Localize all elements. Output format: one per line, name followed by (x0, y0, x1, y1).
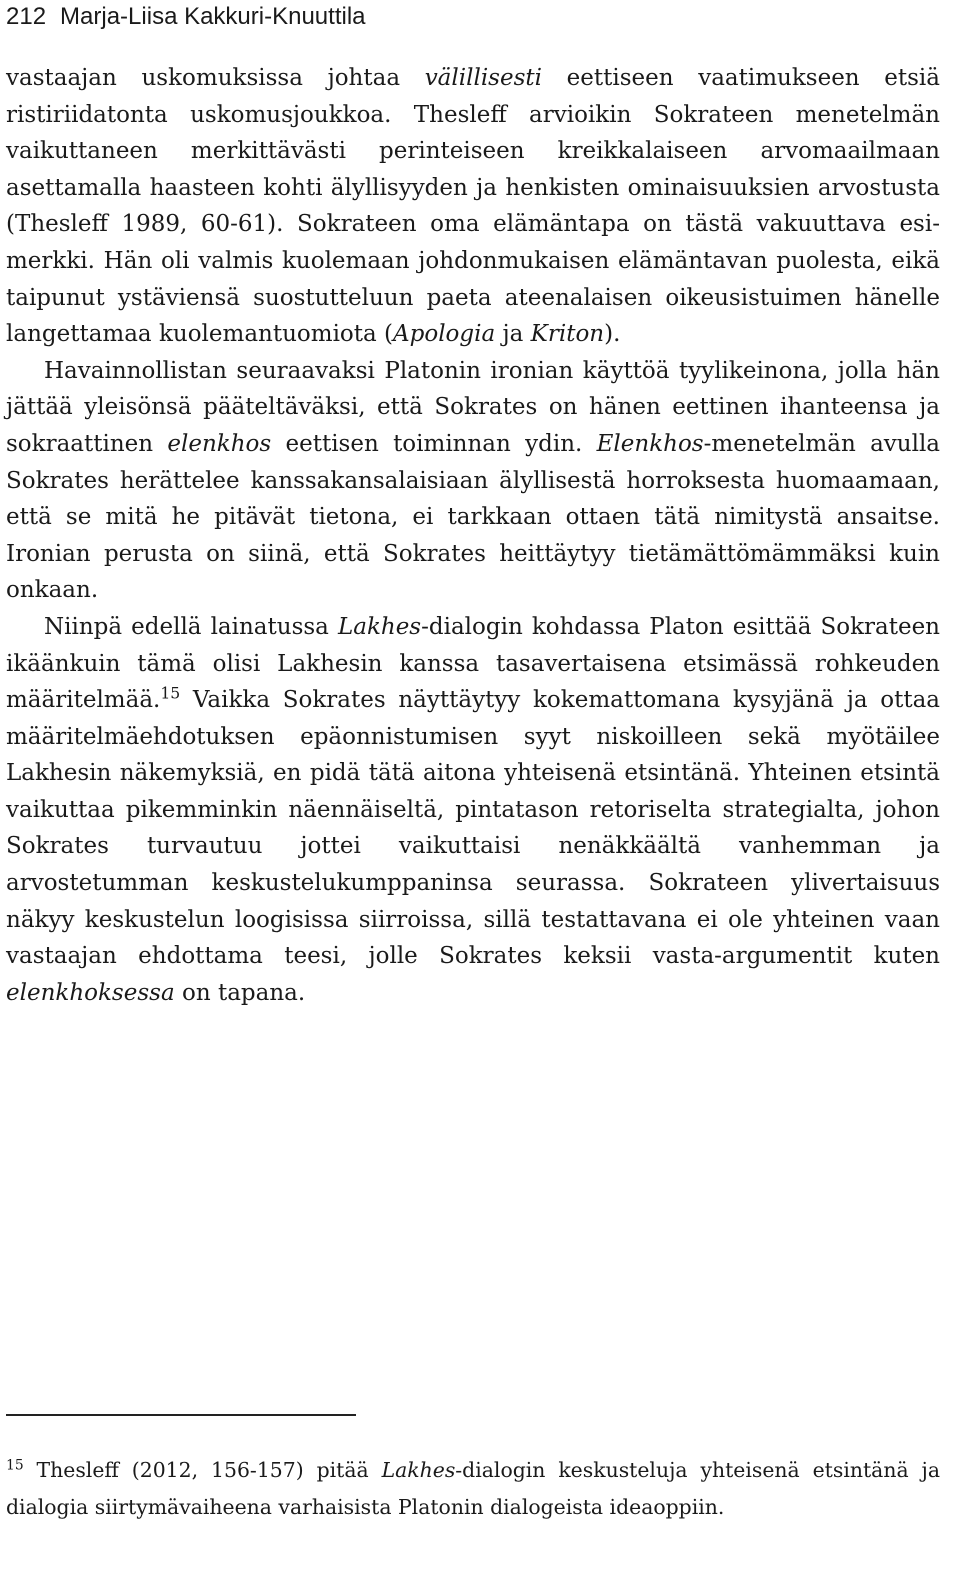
italic-text: elenkhos (167, 430, 272, 457)
page-number: 212 (6, 3, 47, 30)
footnote-marker: 15 (6, 1457, 24, 1474)
text-run: -menetelmän avulla Sokrates herättelee kanssakansalaisiaan älyllisestä horroksesta huomaamaan, että se mitä he pitävät tietona, ei tarkkaan ottaen tätä nimitystä ansaitse. Ironian perusta on siinä, että Sokrates heittäytyy tietämättömämmäksi kuin onkaan. (6, 430, 941, 604)
text-run: -dialogin kohdassa Platon esittää Sokrateen ikäänkuin tämä olisi Lakhesin kanssa tasavertaisena etsimässä rohkeuden määritelmää. (6, 613, 940, 714)
italic-text: Lakhes (381, 1458, 456, 1482)
text-run: Havainnollistan seuraavaksi Platonin ironian käyttöä tyylikeinona, jolla hän jättää yleisönsä pääteltäväksi, että Sokrates on hänen eettinen ihanteensa ja sokraattinen (6, 357, 940, 457)
text-run: on tapana. (174, 979, 306, 1006)
footnote-marker: 15 (160, 683, 181, 703)
footnote-text (6, 1452, 940, 1526)
text-run: -dialogin keskusteluja yhteisenä etsintänä ja dialogia siirtymävaiheena varhaisista Platonin dialogeista ideaoppiin. (6, 1458, 941, 1519)
running-header (6, 2, 366, 32)
italic-text: Kriton (530, 321, 605, 348)
text-run: Niinpä edellä lainatussa (44, 613, 338, 640)
italic-text: elenkhoksessa (6, 979, 175, 1006)
italic-text: Apologia (393, 321, 496, 348)
paragraph (6, 60, 940, 353)
footnote (6, 1452, 940, 1526)
italic-text: välillisesti (424, 65, 542, 91)
text-run: vastaajan uskomuksissa johtaa (6, 65, 425, 91)
paragraph (6, 353, 940, 609)
text-run: ja (495, 321, 531, 348)
text-run: Thesleff (2012, 156-157) pitää (23, 1458, 382, 1482)
text-run: eettisen toiminnan ydin. (271, 430, 597, 457)
body-text (6, 60, 940, 1011)
footnote-separator (6, 1414, 356, 1416)
text-run: eettiseen vaatimukseen etsiä ristiriidatonta uskomusjoukkoa. Thesleff arvioikin Sokrateen menetelmän vaikuttaneen merkittävästi perinteiseen kreikkalaiseen arvomaailmaan asettamalla haasteen kohti älyllisyyden ja henkisten ominaisuuksien arvostusta (Thesleff 1989, 60-61). Sokrateen oma elämäntapa on tästä vakuuttava esimerkki. Hän oli valmis kuolemaan johdonmukaisen elämäntavan puolesta, eikä taipunut ystäviensä suostutteluun paeta ateenalaisen oikeusistuimen hänelle langettamaa kuolemantuomiota ( (6, 65, 940, 348)
text-run: Vaikka Sokrates näyttäytyy kokemattomana kysyjänä ja ottaa määritelmäehdotuksen epäonnistumisen syyt niskoilleen sekä myötäilee Lakhesin näkemyksiä, en pidä tätä aitona yhteisenä etsintänä. Yhteinen etsintä vaikuttaa pikemminkin näennäiseltä, pintatason retoriselta strategialta, johon Sokrates turvautuu jottei vaikuttaisi nenäkkäältä vanhemman ja arvostetumman keskustelukumppaninsa seurassa. Sokrateen ylivertaisuus näkyy keskustelun loogisissa siirroissa, sillä testattavana ei ole yhteinen vaan vastaajan ehdottama teesi, jolle Sokrates keksii vasta-argumentit kuten (6, 687, 940, 970)
text-run: ). (604, 321, 621, 348)
author-name: Marja-Liisa Kakkuri-Knuuttila (60, 3, 366, 30)
italic-text: Elenkhos (596, 430, 704, 457)
paragraph (6, 609, 940, 1012)
italic-text: Lakhes (337, 613, 422, 640)
